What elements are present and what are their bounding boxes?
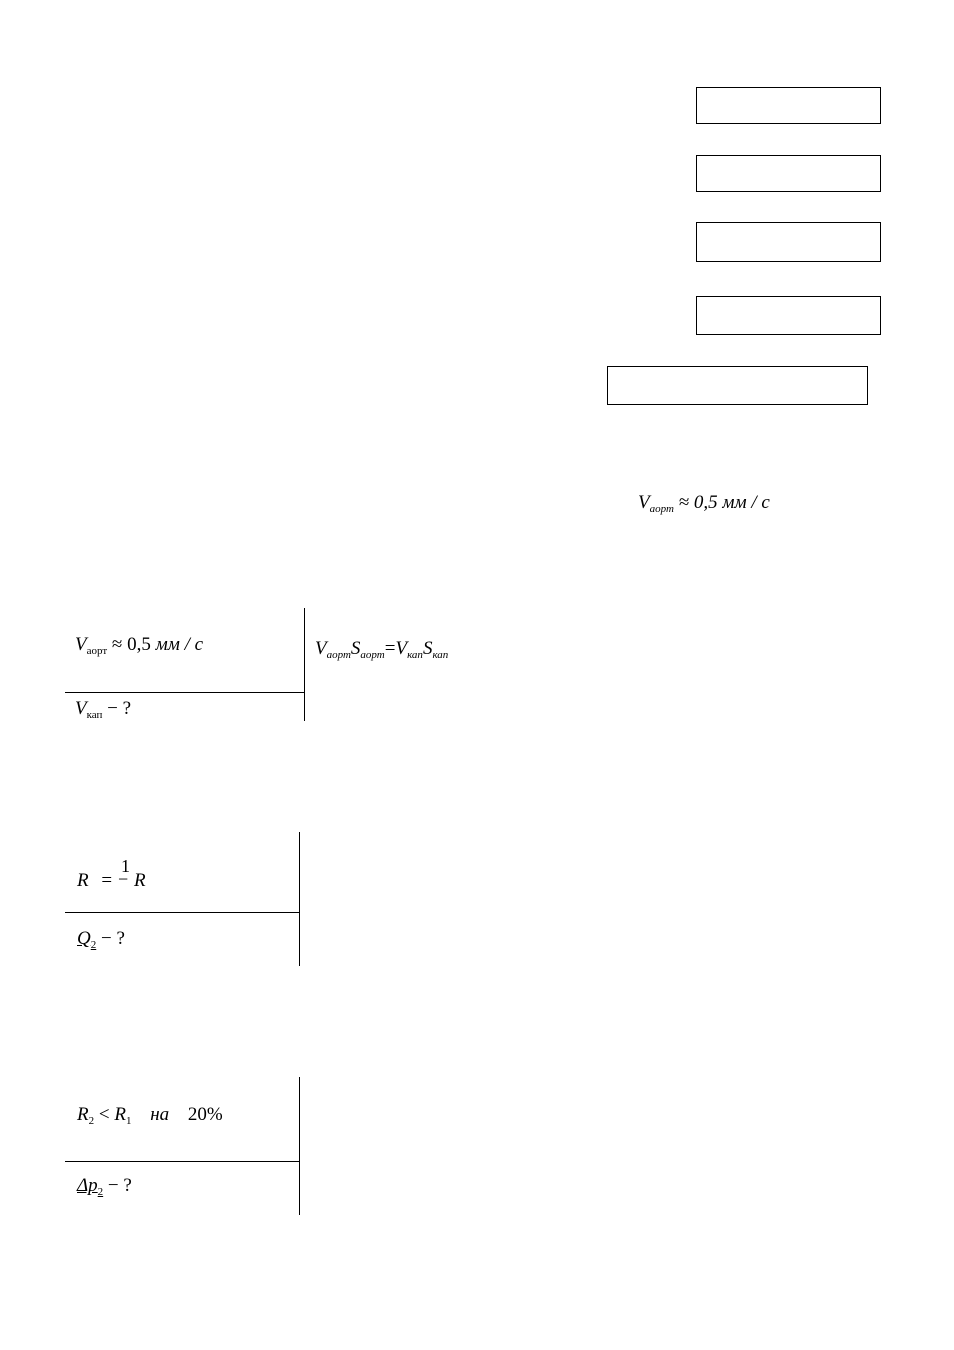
problem1-find-sub: кап <box>86 709 103 721</box>
problem3-r2-sub: 2 <box>88 1115 95 1127</box>
problem2-find-sub: 2 <box>90 939 97 951</box>
problem2-fraction-bar: − <box>118 869 129 889</box>
problem2-find <box>77 929 125 951</box>
problem3-less-than: < <box>98 1104 110 1125</box>
problem1-given-unit: мм / с <box>155 634 204 655</box>
problem3-r1-sub: 1 <box>125 1115 132 1127</box>
problem2-equals: = <box>101 870 113 891</box>
eq-v1-sub: аорт <box>326 649 351 661</box>
problem3-r2: R <box>77 1104 89 1125</box>
problem2-divider-vertical <box>299 832 300 966</box>
eq-s1-sub: аорт <box>360 649 385 661</box>
problem1-given-rhs: ≈ 0,5 <box>111 634 151 655</box>
eq-equals: = <box>384 638 396 659</box>
problem3-r1: R <box>114 1104 126 1125</box>
problem1-find-q: − ? <box>107 698 132 719</box>
problem1-equation <box>315 639 448 661</box>
eq-v1: V <box>315 638 327 659</box>
problem1-find <box>75 699 131 721</box>
problem2-r-right: R <box>134 870 146 891</box>
problem1-find-v: V <box>75 698 87 719</box>
problem1-given-v: V <box>75 634 87 655</box>
problem1-given-sub: аорт <box>86 645 108 657</box>
problem2-r-left: R <box>77 870 89 891</box>
top-formula-v-sub: аорт <box>649 503 674 515</box>
problem2-given <box>77 871 112 890</box>
problem3-find-delta-p: Δp <box>77 1175 98 1196</box>
problem3-find-question: − ? <box>107 1175 132 1196</box>
eq-s1: S <box>350 638 361 659</box>
problem3-find-sub: 2 <box>97 1186 104 1198</box>
answer-box-4 <box>696 296 881 335</box>
problem2-find-q-symbol: Q <box>77 928 91 949</box>
eq-v2-sub: кап <box>407 649 423 661</box>
problem3-divider-horizontal <box>65 1161 299 1162</box>
problem2-divider-horizontal <box>65 912 299 913</box>
problem1-divider-horizontal <box>65 692 304 693</box>
problem3-find <box>77 1176 132 1198</box>
problem1-divider-vertical <box>304 608 305 721</box>
eq-s2-sub: кап <box>432 649 449 661</box>
problem1-given <box>75 635 203 657</box>
eq-s2: S <box>422 638 433 659</box>
answer-box-2 <box>696 155 881 192</box>
problem3-given <box>77 1105 223 1127</box>
answer-box-3 <box>696 222 881 262</box>
top-formula-rhs: ≈ 0,5 мм / с <box>678 492 770 513</box>
problem3-divider-vertical <box>299 1077 300 1215</box>
eq-v2: V <box>395 638 408 659</box>
problem3-na: на <box>150 1104 170 1125</box>
answer-box-1 <box>696 87 881 124</box>
problem2-find-question: − ? <box>100 928 125 949</box>
answer-box-5 <box>607 366 868 405</box>
top-formula <box>638 493 770 515</box>
problem2-fraction-numerator: 1 <box>121 856 130 876</box>
problem3-percent: 20% <box>187 1104 223 1125</box>
top-formula-v: V <box>638 492 650 513</box>
